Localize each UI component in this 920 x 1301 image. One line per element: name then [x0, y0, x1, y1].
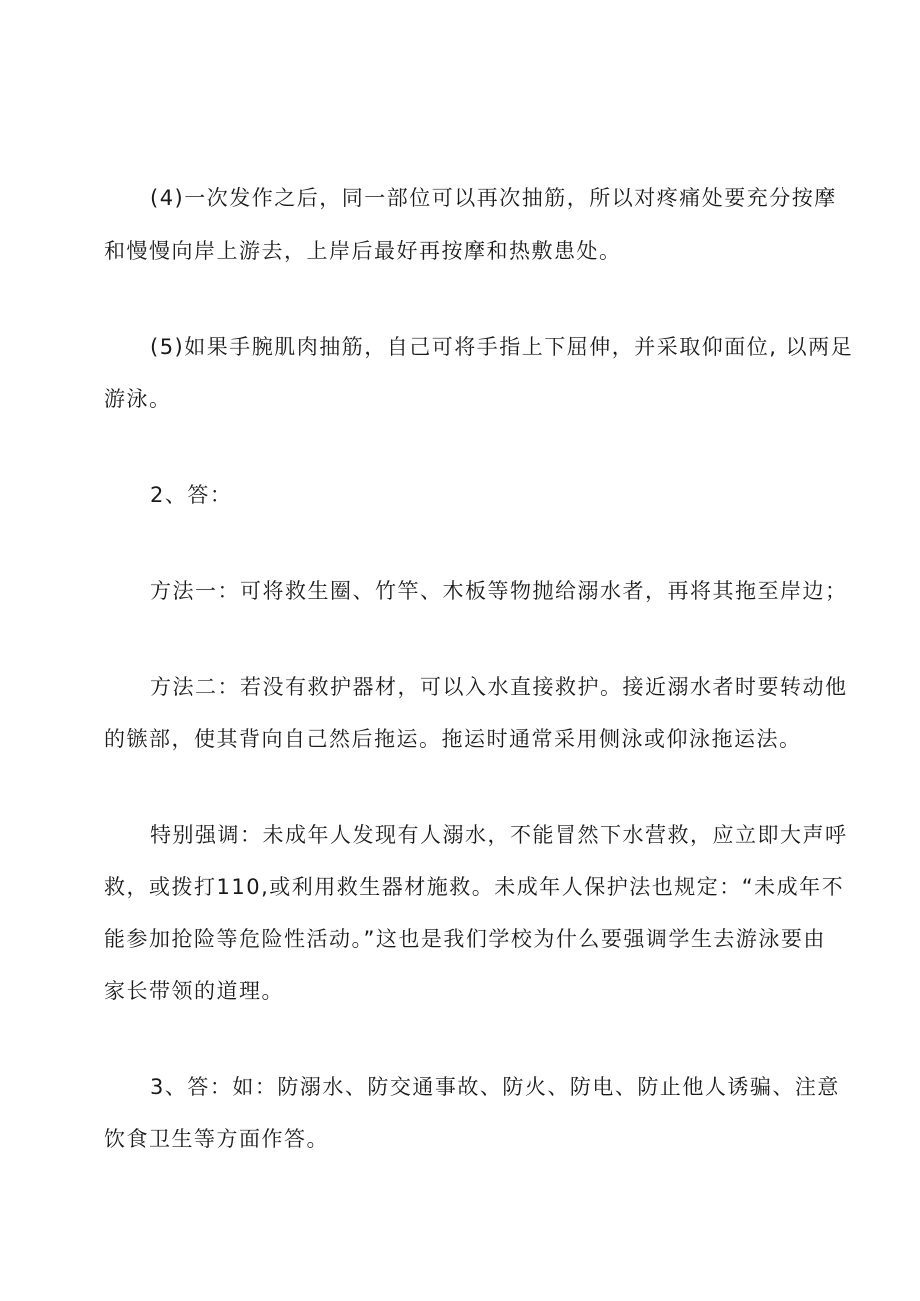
emphasis-line-1: 特别强调：未成年人发现有人溺水，不能冒然下水营救，应立即大声呼 [150, 823, 848, 847]
answer-2-heading: 2、答： [150, 483, 233, 507]
paragraph-5-line-1: (5)如果手腕肌肉抽筋，自己可将手指上下屈伸，并采取仰面位, 以两足 [150, 335, 854, 359]
answer-3-line-1: 3、答：如：防溺水、防交通事故、防火、防电、防止他人诱骗、注意 [150, 1075, 840, 1099]
emphasis-line-4: 家长带领的道理。 [104, 979, 284, 1003]
method-2-line-1: 方法二：若没有救护器材，可以入水直接救护。接近溺水者时要转动他 [150, 675, 848, 699]
method-1-line-1: 方法一：可将救生圈、竹竿、木板等物抛给溺水者，再将其拖至岸边； [150, 579, 848, 603]
emphasis-line-3: 能参加抢险等危险性活动。”这也是我们学校为什么要强调学生去游泳要由 [104, 927, 826, 951]
emphasis-line-2: 救，或拨打110,或利用救生器材施救。未成年人保护法也规定：“未成年不 [104, 875, 845, 899]
answer-3-line-2: 饮食卫生等方面作答。 [104, 1127, 329, 1151]
paragraph-4-line-1: (4)一次发作之后，同一部位可以再次抽筋，所以对疼痛处要充分按摩 [150, 186, 837, 210]
method-2-line-2: 的镞部，使其背向自己然后拖运。拖运时通常采用侧泳或仰泳拖运法。 [104, 727, 802, 751]
paragraph-4-line-2: 和慢慢向岸上游去，上岸后最好再按摩和热敷患处。 [104, 239, 622, 263]
paragraph-5-line-2: 游泳。 [104, 387, 172, 411]
